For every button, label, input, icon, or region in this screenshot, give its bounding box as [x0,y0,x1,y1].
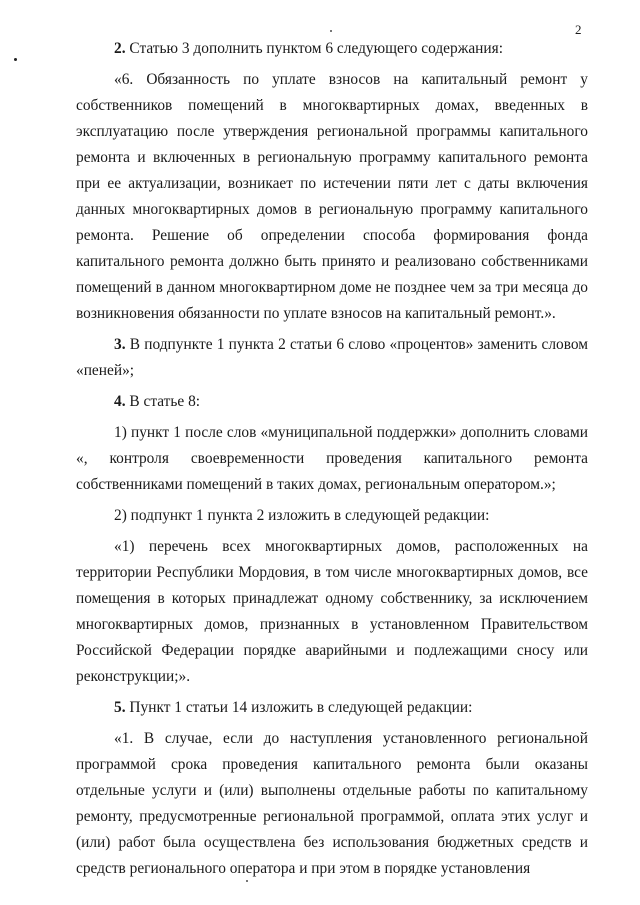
paragraph-item-5 [76,695,588,721]
paragraph-text: Статью 3 дополнить пунктом 6 следующего содержания: [125,40,503,57]
item-number: 4. [114,393,126,410]
paragraph-text: В подпункте 1 пункта 2 статьи 6 слово «процентов» заменить словом «пеней»; [76,336,588,379]
paragraph-text: 1) пункт 1 после слов «муниципальной поддержки» дополнить словами «, контроля своевременности проведения капитального ремонта собственниками помещений в таких домах, региональным оператором.»; [76,424,588,493]
paragraph-subitem-2 [76,503,588,529]
item-number: 2. [114,40,126,57]
paragraph-text: Пункт 1 статьи 14 изложить в следующей редакции: [125,699,473,716]
paragraph-text: 2) подпункт 1 пункта 2 изложить в следующей редакции: [114,507,490,524]
paragraph-text: В статье 8: [125,393,201,410]
document-body [76,36,588,882]
paragraph-quote-point-1 [76,726,588,882]
paragraph-item-4 [76,389,588,415]
paragraph-text: «6. Обязанность по уплате взносов на капитальный ремонт у собственников помещений в многоквартирных домах, введенных в эксплуатацию после утверждения региональной программы капитального ремонта и включенных в региональную программу капитального ремонта при ее актуализации, возникает по истечении пяти лет с даты включения данных многоквартирных домов в региональную программу капитального ремонта. Решение об определении способа формирования фонда капитального ремонта должно быть принято и реализовано собственниками помещений в данном многоквартирном доме не позднее чем за три месяца до возникновения обязанности по уплате взносов на капитальный ремонт.». [76,71,588,322]
paragraph-item-2 [76,36,588,62]
paragraph-text: «1) перечень всех многоквартирных домов, расположенных на территории Республики Мордовия, в том числе многоквартирных домов, все помещения в которых принадлежат одному собственнику, за исключением многоквартирных домов, признанных в установленном Правительством Российской Федерации порядке аварийными и подлежащими сносу или реконструкции;». [76,538,588,685]
paragraph-quote-1 [76,534,588,690]
paragraph-subitem-1 [76,420,588,498]
paragraph-quote-6 [76,67,588,327]
page-number: 2 [575,22,582,37]
paragraph-item-3 [76,332,588,384]
paragraph-text: «1. В случае, если до наступления установленного региональной программой срока проведения капитального ремонта были оказаны отдельные услуги и (или) выполнены отдельные работы по капитальному ремонту, предусмотренные региональной программой, оплата этих услуг и (или) работ была осуществлена без использования бюджетных средств и средств регионального оператора и при этом в порядке установления [76,730,588,877]
item-number: 3. [114,336,126,353]
scan-speck [330,30,332,32]
scan-dot [14,58,17,61]
item-number: 5. [114,699,126,716]
